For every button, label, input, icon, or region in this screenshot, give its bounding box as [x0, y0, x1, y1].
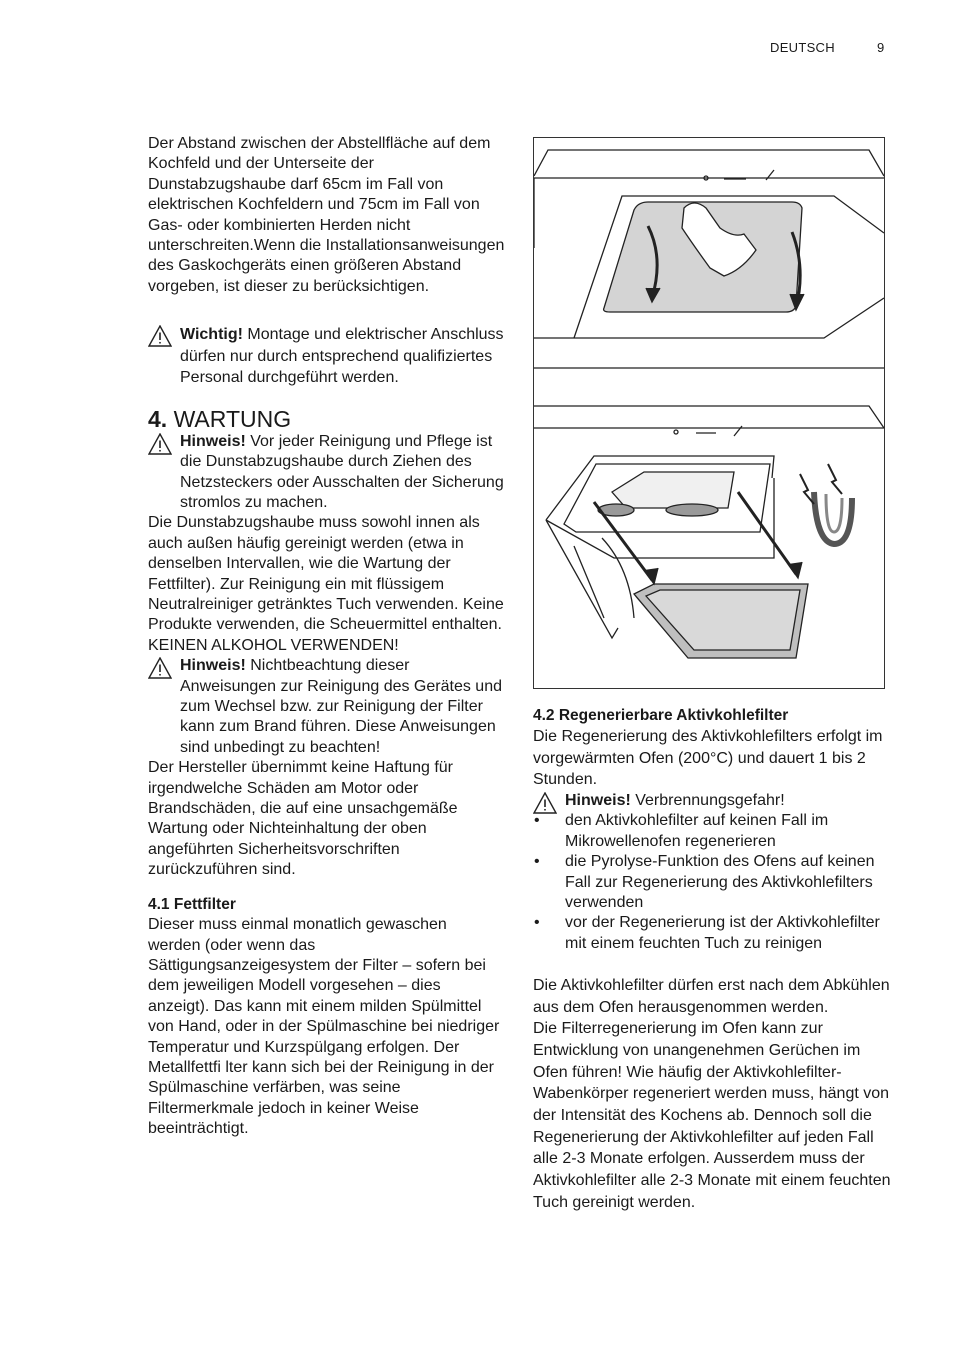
cleaning-paragraph: Die Dunstabzugshaube muss sowohl innen als auch außen häufig gereinigt werden (etwa in denselben Intervallen, wie die Wartung der Fettfilter). Zur Reinigung ein mit flüssigem Neutralreiniger getränktes Tuch verwenden. Keine Produkte verwenden, die Scheuermittel enthalten. KEINEN ALKOHOL VERWENDEN! — [148, 514, 504, 654]
section-heading — [148, 406, 506, 432]
regeneration-warning-list — [533, 811, 893, 954]
important-text: Montage und elektrischer Anschluss dürfen nur durch entsprechend qualifiziertes Personal durchgeführt werden. — [180, 326, 504, 387]
note1-label: Hinweis! — [180, 432, 246, 450]
bullet-icon: • — [534, 812, 540, 830]
subsection-grease-filter-title: 4.1 Fettfilter — [148, 895, 236, 913]
subsection-carbon-filter-title: 4.2 Regenerierbare Aktivkohlefilter — [533, 707, 789, 724]
hood-bottom-drawing — [534, 406, 884, 658]
warning-triangle-icon — [148, 433, 172, 461]
note-power-off — [148, 432, 506, 514]
note2-label: Hinweis! — [180, 657, 246, 675]
warning-triangle-icon — [148, 657, 172, 685]
regeneration-paragraph: Die Filterregenerierung im Ofen kann zur Entwicklung von unangenehmen Gerüchen im Ofen führen! Wie häufig der Aktivkohlefilter-Wabenkörper regeneriert werden muss, hängt von der Intensität des Kochens ab. Dennoch soll die Regenerierung der Aktivkohlefilter auf jeden Fall alle 2-3 Monate erfolgen. Ausserdem muss der Aktivkohlefilter alle 2-3 Monate mit einem feuchten Tuch gereinigt werden. — [533, 1020, 891, 1211]
note3-label: Hinweis! — [565, 791, 631, 809]
filter-illustration — [533, 137, 885, 689]
note-burn-risk — [533, 791, 893, 811]
liability-paragraph: Der Hersteller übernimmt keine Haftung für irgendwelche Schäden am Motor oder Brandschäden, die auf eine unsachgemäße Wartung oder Nichteinhaltung der oben angeführten Sicherheitsvorschriften zurückzuführen sind. — [148, 759, 458, 879]
note2-text: Nichtbeachtung dieser Anweisungen zur Reinigung des Gerätes und zum Wechsel bzw. zur Reinigung der Filter kann zum Brand führen. Diese Anweisungen sind unbedingt zu beachten! — [180, 657, 502, 756]
important-label: Wichtig! — [180, 326, 243, 344]
bullet-icon: • — [534, 914, 540, 932]
section-number: 4. — [148, 405, 168, 432]
important-note — [148, 319, 506, 389]
header-language: DEUTSCH — [770, 40, 835, 55]
hood-top-drawing — [534, 150, 884, 368]
cooling-paragraph: Die Aktivkohlefilter dürfen erst nach dem Abkühlen aus dem Ofen herausgenommen werden. — [533, 977, 890, 1016]
warning-triangle-icon — [148, 325, 172, 353]
intro-paragraph: Der Abstand zwischen der Abstellfläche auf dem Kochfeld und der Unterseite der Dunstabzugshaube darf 65cm im Fall von elektrischen Kochfeldern und 75cm im Fall von Gas- oder kombinierten Herden nicht unterschreiten.Wenn die Installationsanweisungen des Gaskochgeräts einen größeren Abstand vorgeben, ist dieser zu berücksichtigen. — [148, 135, 505, 295]
note3-text: Verbrennungsgefahr! — [630, 791, 785, 809]
note-fire-risk — [148, 656, 506, 758]
list-item: • die Pyrolyse-Funktion des Ofens auf keinen Fall zur Regenerierung des Aktivkohlefilters verwenden — [534, 853, 875, 911]
right-column — [533, 706, 893, 1213]
bullet-icon: • — [534, 853, 540, 871]
left-column — [148, 134, 506, 1140]
page-number: 9 — [877, 40, 885, 55]
list-item: • den Aktivkohlefilter auf keinen Fall im Mikrowellenofen regenerieren — [534, 812, 829, 850]
section-title: WARTUNG — [167, 405, 292, 432]
note1-text: Vor jeder Reinigung und Pflege ist die Dunstabzugshaube durch Ziehen des Netzsteckers oder Ausschalten der Sicherung stromlos zu machen. — [180, 432, 504, 511]
list-item: • vor der Regenerierung ist der Aktivkohlefilter mit einem feuchten Tuch zu reinigen — [534, 914, 880, 952]
grease-filter-paragraph: Dieser muss einmal monatlich gewaschen werden (oder wenn das Sättigungsanzeigesystem der Filter – sofern bei dem jeweiligen Modell vorgesehen – dies anzeigt). Das kann mit einem milden Spülmittel von Hand, oder in der Spülmaschine bei niedriger Temperatur und Kurzspülgang erfolgen. Der Metallfettfi lter kann sich bei der Reinigung in der Spülmaschine verfärben, was seine Filtermerkmale jedoch in keiner Weise beeinträchtigt. — [148, 916, 500, 1138]
carbon-filter-paragraph: Die Regenerierung des Aktivkohlefilters erfolgt im vorgewärmten Ofen (200°C) und dauert 1 bis 2 Stunden. — [533, 728, 883, 789]
